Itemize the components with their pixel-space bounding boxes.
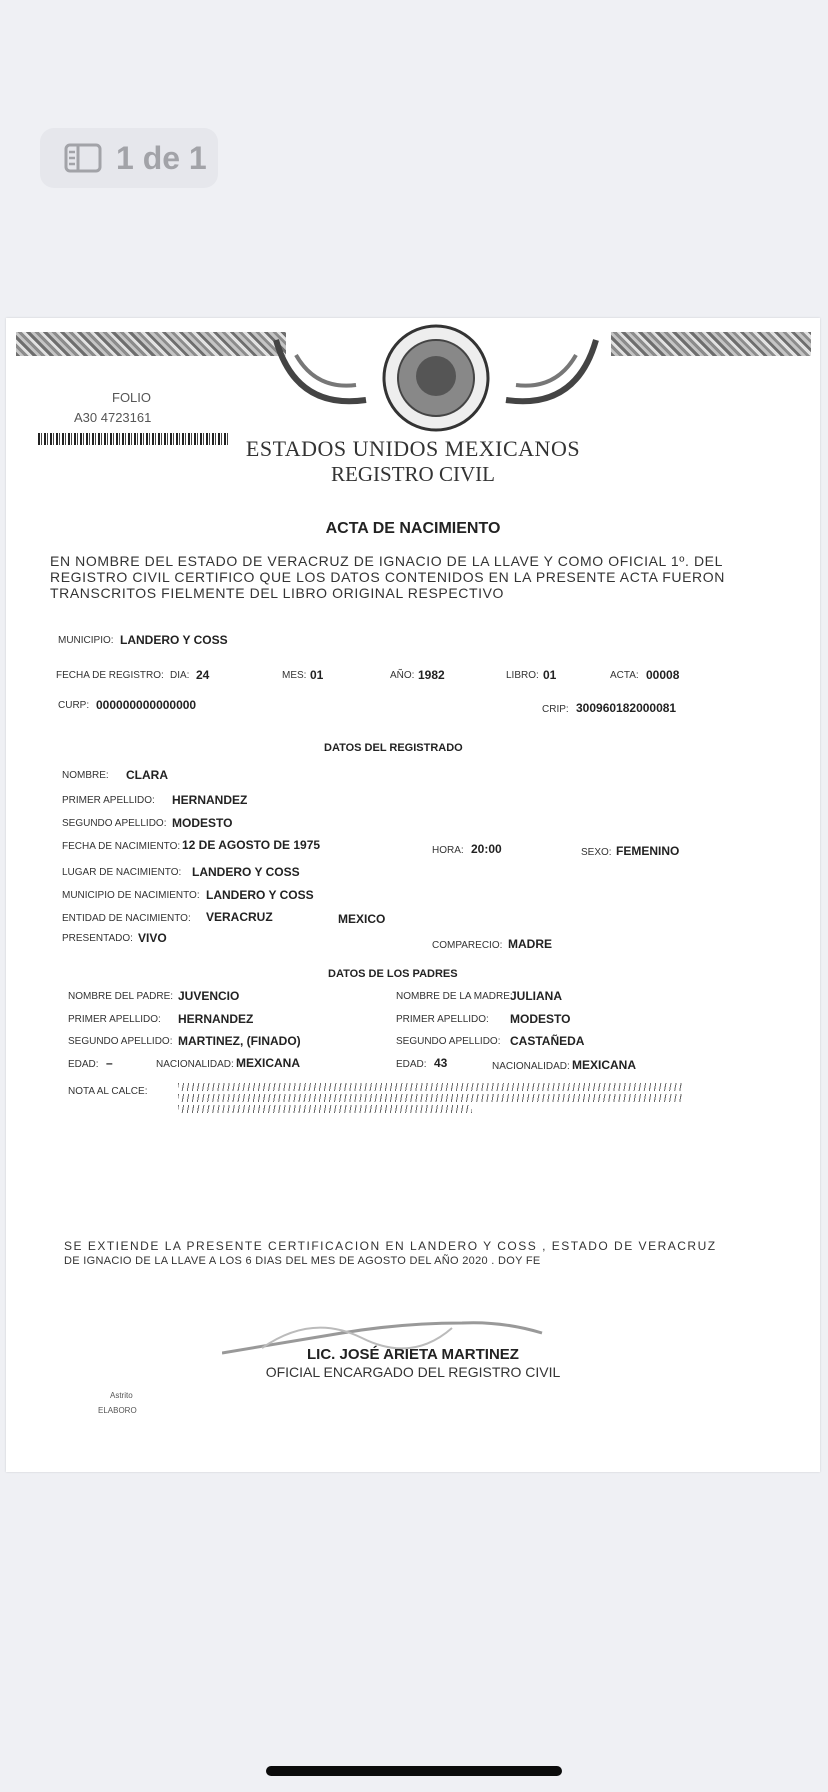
padre-primer-label: PRIMER APELLIDO: (68, 1014, 161, 1025)
primer-apellido-value: HERNANDEZ (172, 793, 248, 807)
office-heading: REGISTRO CIVIL (331, 462, 495, 486)
intro-paragraph: EN NOMBRE DEL ESTADO DE VERACRUZ DE IGNACIO DE LA LLAVE Y COMO OFICIAL 1º. DEL REGISTRO CIVIL CERTIFICO QUE LOS DATOS CONTENIDOS EN LA PRESENTE ACTA FUERON TRANSCRITOS FIELMENTE DEL LIBRO ORIGINAL RESPECTIVO (50, 553, 725, 601)
madre-edad-label: EDAD: (396, 1059, 427, 1070)
padre-nacionalidad-value: MEXICANA (236, 1056, 301, 1070)
padre-nacionalidad-label: NACIONALIDAD: (156, 1059, 234, 1070)
mes-value: 01 (310, 668, 324, 682)
lugar-nacimiento-value: LANDERO Y COSS (192, 865, 300, 879)
segundo-apellido-value: MODESTO (172, 816, 233, 830)
crip-label: CRIP: (542, 704, 569, 715)
hora-value: 20:00 (471, 842, 502, 856)
madre-primer-label: PRIMER APELLIDO: (396, 1014, 489, 1025)
libro-value: 01 (543, 668, 557, 682)
home-indicator[interactable] (266, 1766, 562, 1776)
madre-nombre-value: JULIANA (510, 989, 563, 1003)
crip-value: 300960182000081 (576, 701, 677, 715)
madre-nacionalidad-label: NACIONALIDAD: (492, 1061, 570, 1072)
mes-label: MES: (282, 670, 307, 681)
elaboro-label: ELABORO (98, 1406, 137, 1415)
nota-hatch-line-2 (178, 1094, 682, 1102)
padre-primer-value: HERNANDEZ (178, 1012, 254, 1026)
anio-value: 1982 (418, 668, 445, 682)
nombre-value: CLARA (126, 768, 168, 782)
decorative-border-left (16, 332, 286, 356)
padre-segundo-value: MARTINEZ, (FINADO) (178, 1034, 301, 1048)
entidad-nacimiento-label: ENTIDAD DE NACIMIENTO: (62, 913, 191, 924)
municipio-value: LANDERO Y COSS (120, 633, 228, 647)
madre-segundo-value: CASTAÑEDA (510, 1034, 585, 1048)
padre-edad-label: EDAD: (68, 1059, 99, 1070)
nota-hatch-line-1 (178, 1083, 682, 1091)
nombre-label: NOMBRE: (62, 770, 109, 781)
nota-label: NOTA AL CALCE: (68, 1086, 148, 1097)
birth-certificate-document (6, 318, 820, 1472)
padre-nombre-value: JUVENCIO (178, 989, 240, 1003)
comparecio-label: COMPARECIO: (432, 940, 503, 951)
signer-name: LIC. JOSÉ ARIETA MARTINEZ (307, 1346, 519, 1363)
country-heading: ESTADOS UNIDOS MEXICANOS (245, 436, 581, 461)
madre-primer-value: MODESTO (510, 1012, 571, 1026)
page-indicator[interactable] (40, 128, 218, 188)
acta-value: 00008 (646, 668, 680, 682)
sexo-value: FEMENINO (616, 844, 680, 858)
hora-label: HORA: (432, 845, 464, 856)
padre-segundo-label: SEGUNDO APELLIDO: (68, 1036, 173, 1047)
presentado-value: VIVO (138, 931, 167, 945)
nota-hatch-line-3 (178, 1105, 472, 1113)
padre-edad-value: – (106, 1056, 113, 1070)
folio (74, 388, 151, 428)
fecha-nacimiento-label: FECHA DE NACIMIENTO: (62, 841, 181, 852)
curp-label: CURP: (58, 700, 90, 711)
dia-label: DIA: (170, 670, 190, 681)
folio-number: A30 4723161 (74, 410, 152, 425)
madre-segundo-label: SEGUNDO APELLIDO: (396, 1036, 501, 1047)
dia-value: 24 (196, 668, 210, 682)
decorative-border-right (611, 332, 811, 356)
anio-label: AÑO: (390, 670, 415, 681)
municipio-nacimiento-label: MUNICIPIO DE NACIMIENTO: (62, 890, 200, 901)
madre-nombre-label: NOMBRE DE LA MADRE: (396, 991, 513, 1002)
page-indicator-label: 1 de 1 (116, 139, 207, 176)
footer-line-2: DE IGNACIO DE LA LLAVE A LOS 6 DIAS DEL MES DE AGOSTO DEL AÑO 2020 . DOY FE (64, 1255, 541, 1267)
document-title: ACTA DE NACIMIENTO (325, 520, 501, 537)
fecha-nacimiento-value: 12 DE AGOSTO DE 1975 (182, 838, 321, 852)
segundo-apellido-label: SEGUNDO APELLIDO: (62, 818, 167, 829)
national-seal-icon (256, 320, 616, 440)
lugar-nacimiento-label: LUGAR DE NACIMIENTO: (62, 867, 182, 878)
folio-label: FOLIO (112, 390, 152, 405)
pais-value: MEXICO (338, 912, 386, 926)
fecha-registro-label: FECHA DE REGISTRO: (56, 670, 164, 681)
madre-edad-value: 43 (434, 1056, 448, 1070)
presentado-label: PRESENTADO: (62, 933, 133, 944)
sidebar-icon (64, 143, 102, 173)
comparecio-value: MADRE (508, 937, 552, 951)
primer-apellido-label: PRIMER APELLIDO: (62, 795, 155, 806)
padre-nombre-label: NOMBRE DEL PADRE: (68, 991, 174, 1002)
madre-nacionalidad-value: MEXICANA (572, 1058, 637, 1072)
municipio-nacimiento-value: LANDERO Y COSS (206, 888, 314, 902)
libro-label: LIBRO: (506, 670, 539, 681)
sexo-label: SEXO: (581, 847, 612, 858)
curp-value: 000000000000000 (96, 698, 197, 712)
footer-line-1: SE EXTIENDE LA PRESENTE CERTIFICACION EN LANDERO Y COSS , ESTADO DE VERACRUZ (64, 1239, 717, 1253)
elaboro-initials: Astrito (110, 1391, 133, 1400)
acta-label: ACTA: (610, 670, 639, 681)
padres-section-title: DATOS DE LOS PADRES (328, 968, 458, 980)
signer-role: OFICIAL ENCARGADO DEL REGISTRO CIVIL (265, 1364, 561, 1380)
registrado-section-title: DATOS DEL REGISTRADO (324, 742, 463, 754)
municipio-label: MUNICIPIO: (58, 635, 114, 646)
entidad-nacimiento-value: VERACRUZ (206, 910, 273, 924)
